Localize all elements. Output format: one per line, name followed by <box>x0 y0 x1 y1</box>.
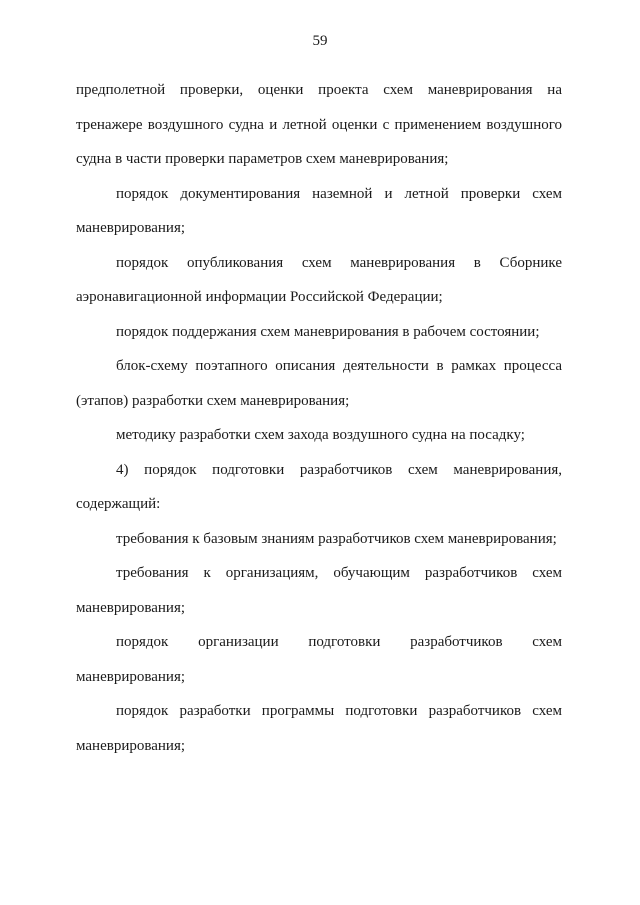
paragraph-8: требования к базовым знаниям разработчиков схем маневрирования; <box>116 530 557 547</box>
paragraph-9: требования к организациям, обучающим разработчиков схем маневрирования; <box>76 565 562 616</box>
paragraph-10: порядок организации подготовки разработчиков схем маневрирования; <box>76 634 562 685</box>
paragraph-5: блок-схему поэтапного описания деятельности в рамках процесса (этапов) разработки схем маневрирования; <box>76 358 562 409</box>
paragraph-3: порядок опубликования схем маневрирования в Сборнике аэронавигационной информации Российской Федерации; <box>76 254 562 305</box>
paragraph-6: методику разработки схем захода воздушного судна на посадку; <box>116 427 525 443</box>
paragraph-1: предполетной проверки, оценки проекта схем маневрирования на тренажере воздушного судна и летной оценки с применением воздушного судна в части проверки параметров схем маневрирования; <box>76 82 562 167</box>
paragraph-4: порядок поддержания схем маневрирования в рабочем состоянии; <box>116 323 540 340</box>
paragraph-2: порядок документирования наземной и летной проверки схем маневрирования; <box>76 185 562 236</box>
document-body <box>76 73 562 763</box>
page-number: 59 <box>312 33 328 49</box>
paragraph-11: порядок разработки программы подготовки разработчиков схем маневрирования; <box>76 703 562 754</box>
paragraph-7: 4) порядок подготовки разработчиков схем маневрирования, содержащий: <box>76 461 562 512</box>
